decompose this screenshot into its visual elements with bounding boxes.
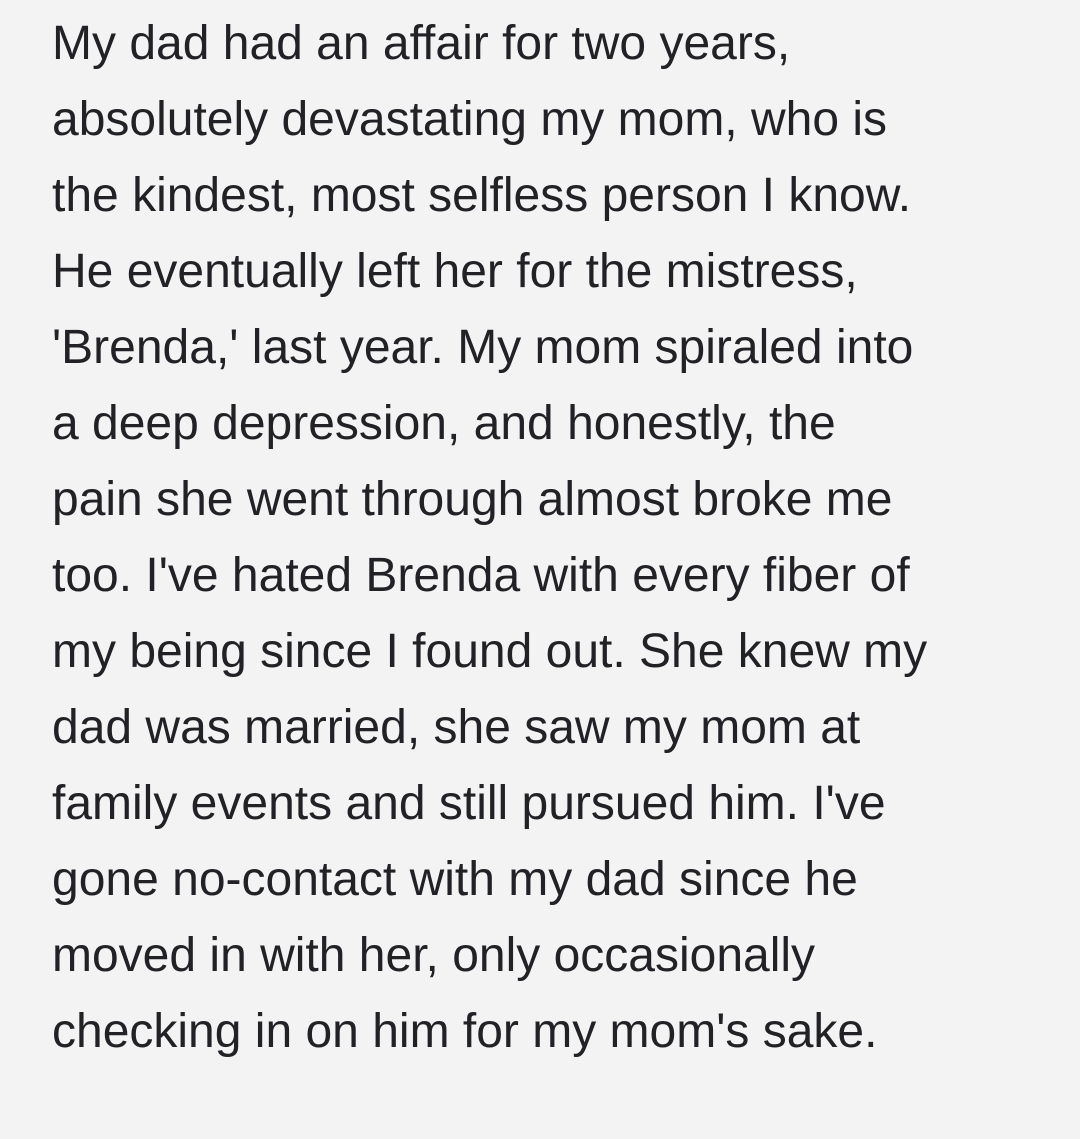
text-line: moved in with her, only occasionally xyxy=(52,929,816,982)
text-line: 'Brenda,' last year. My mom spiraled into xyxy=(52,321,914,374)
text-line: family events and still pursued him. I've xyxy=(52,777,886,830)
text-line: a deep depression, and honestly, the xyxy=(52,397,836,450)
text-line: My dad had an affair for two years, xyxy=(52,17,791,70)
text-line: my being since I found out. She knew my xyxy=(52,625,928,678)
text-line: gone no-contact with my dad since he xyxy=(52,853,858,906)
text-line: He eventually left her for the mistress, xyxy=(52,245,858,298)
text-line: checking in on him for my mom's sake. xyxy=(52,1005,878,1058)
text-line: too. I've hated Brenda with every fiber of xyxy=(52,549,910,602)
text-line: pain she went through almost broke me xyxy=(52,473,893,526)
text-line: absolutely devastating my mom, who is xyxy=(52,93,888,146)
text-line: the kindest, most selfless person I know. xyxy=(52,169,912,222)
text-line: dad was married, she saw my mom at xyxy=(52,701,861,754)
